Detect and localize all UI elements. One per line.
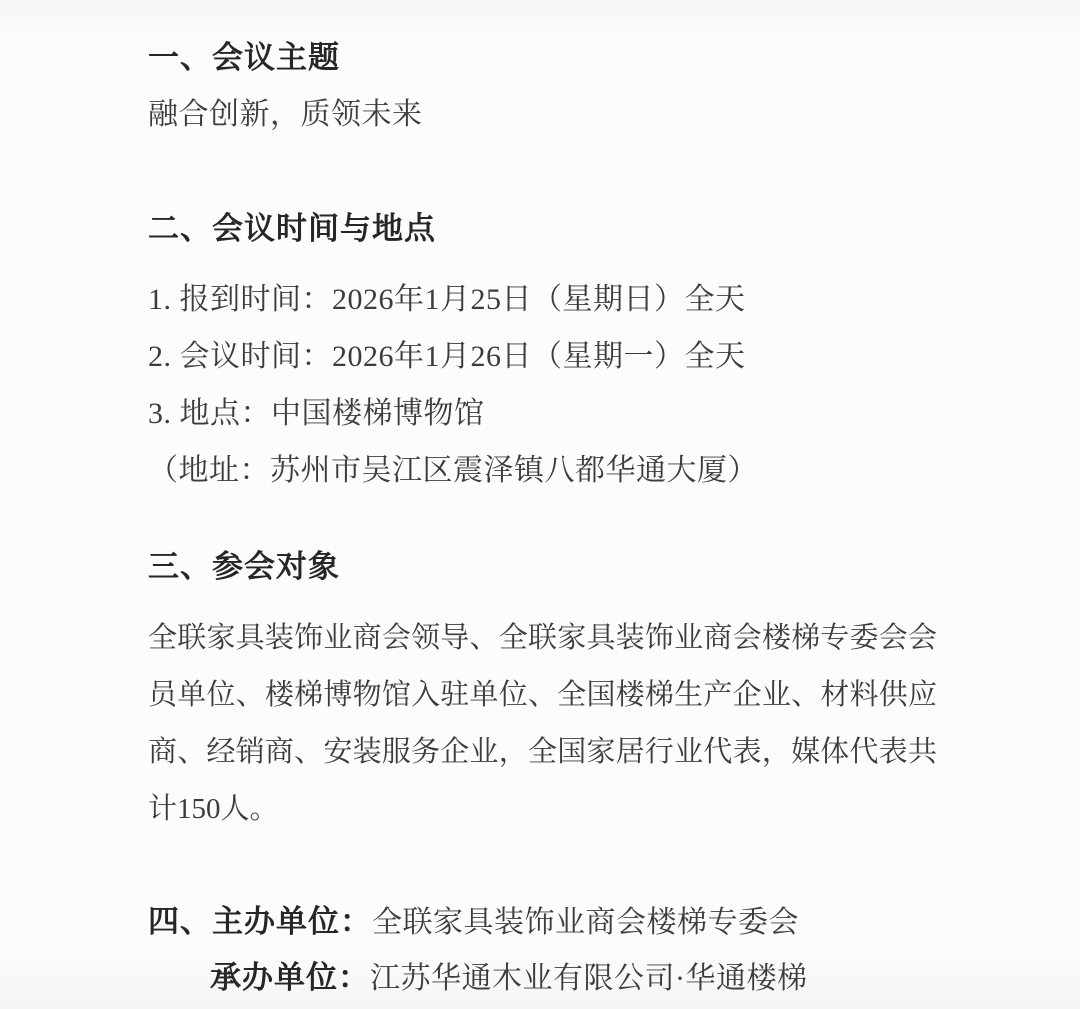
time-place-list xyxy=(148,271,937,499)
section-organizers xyxy=(148,894,937,1006)
undertaker-value: 江苏华通木业有限公司·华通楼梯 xyxy=(370,962,808,995)
registration-time-item: 1. 报到时间：2026年1月25日（星期日）全天 xyxy=(148,283,746,316)
organizer-line xyxy=(148,894,937,950)
section-attendees xyxy=(148,551,937,838)
meeting-time-item: 2. 会议时间：2026年1月26日（星期一）全天 xyxy=(148,340,746,373)
section-heading-time-place: 二、会议时间与地点 xyxy=(148,211,436,246)
venue-item: 3. 地点：中国楼梯博物馆 xyxy=(148,397,485,430)
undertaker-line xyxy=(210,950,937,1006)
undertaker-label: 承办单位： xyxy=(210,960,370,995)
organizer-label: 四、主办单位： xyxy=(148,904,372,939)
section-heading-theme: 一、会议主题 xyxy=(148,40,340,75)
attendees-paragraph: 全联家具装饰业商会领导、全联家具装饰业商会楼梯专委会会员单位、楼梯博物馆入驻单位、全国楼梯生产企业、材料供应商、经销商、安装服务企业，全国家居行业代表，媒体代表共计150人。 xyxy=(148,622,937,825)
section-theme xyxy=(148,42,937,130)
section-time-place xyxy=(148,213,937,499)
address-note: （地址：苏州市吴江区震泽镇八都华通大厦） xyxy=(148,454,758,487)
section-heading-attendees: 三、参会对象 xyxy=(148,549,340,584)
theme-text: 融合创新，质领未来 xyxy=(148,98,423,131)
organizer-value: 全联家具装饰业商会楼梯专委会 xyxy=(372,906,799,939)
